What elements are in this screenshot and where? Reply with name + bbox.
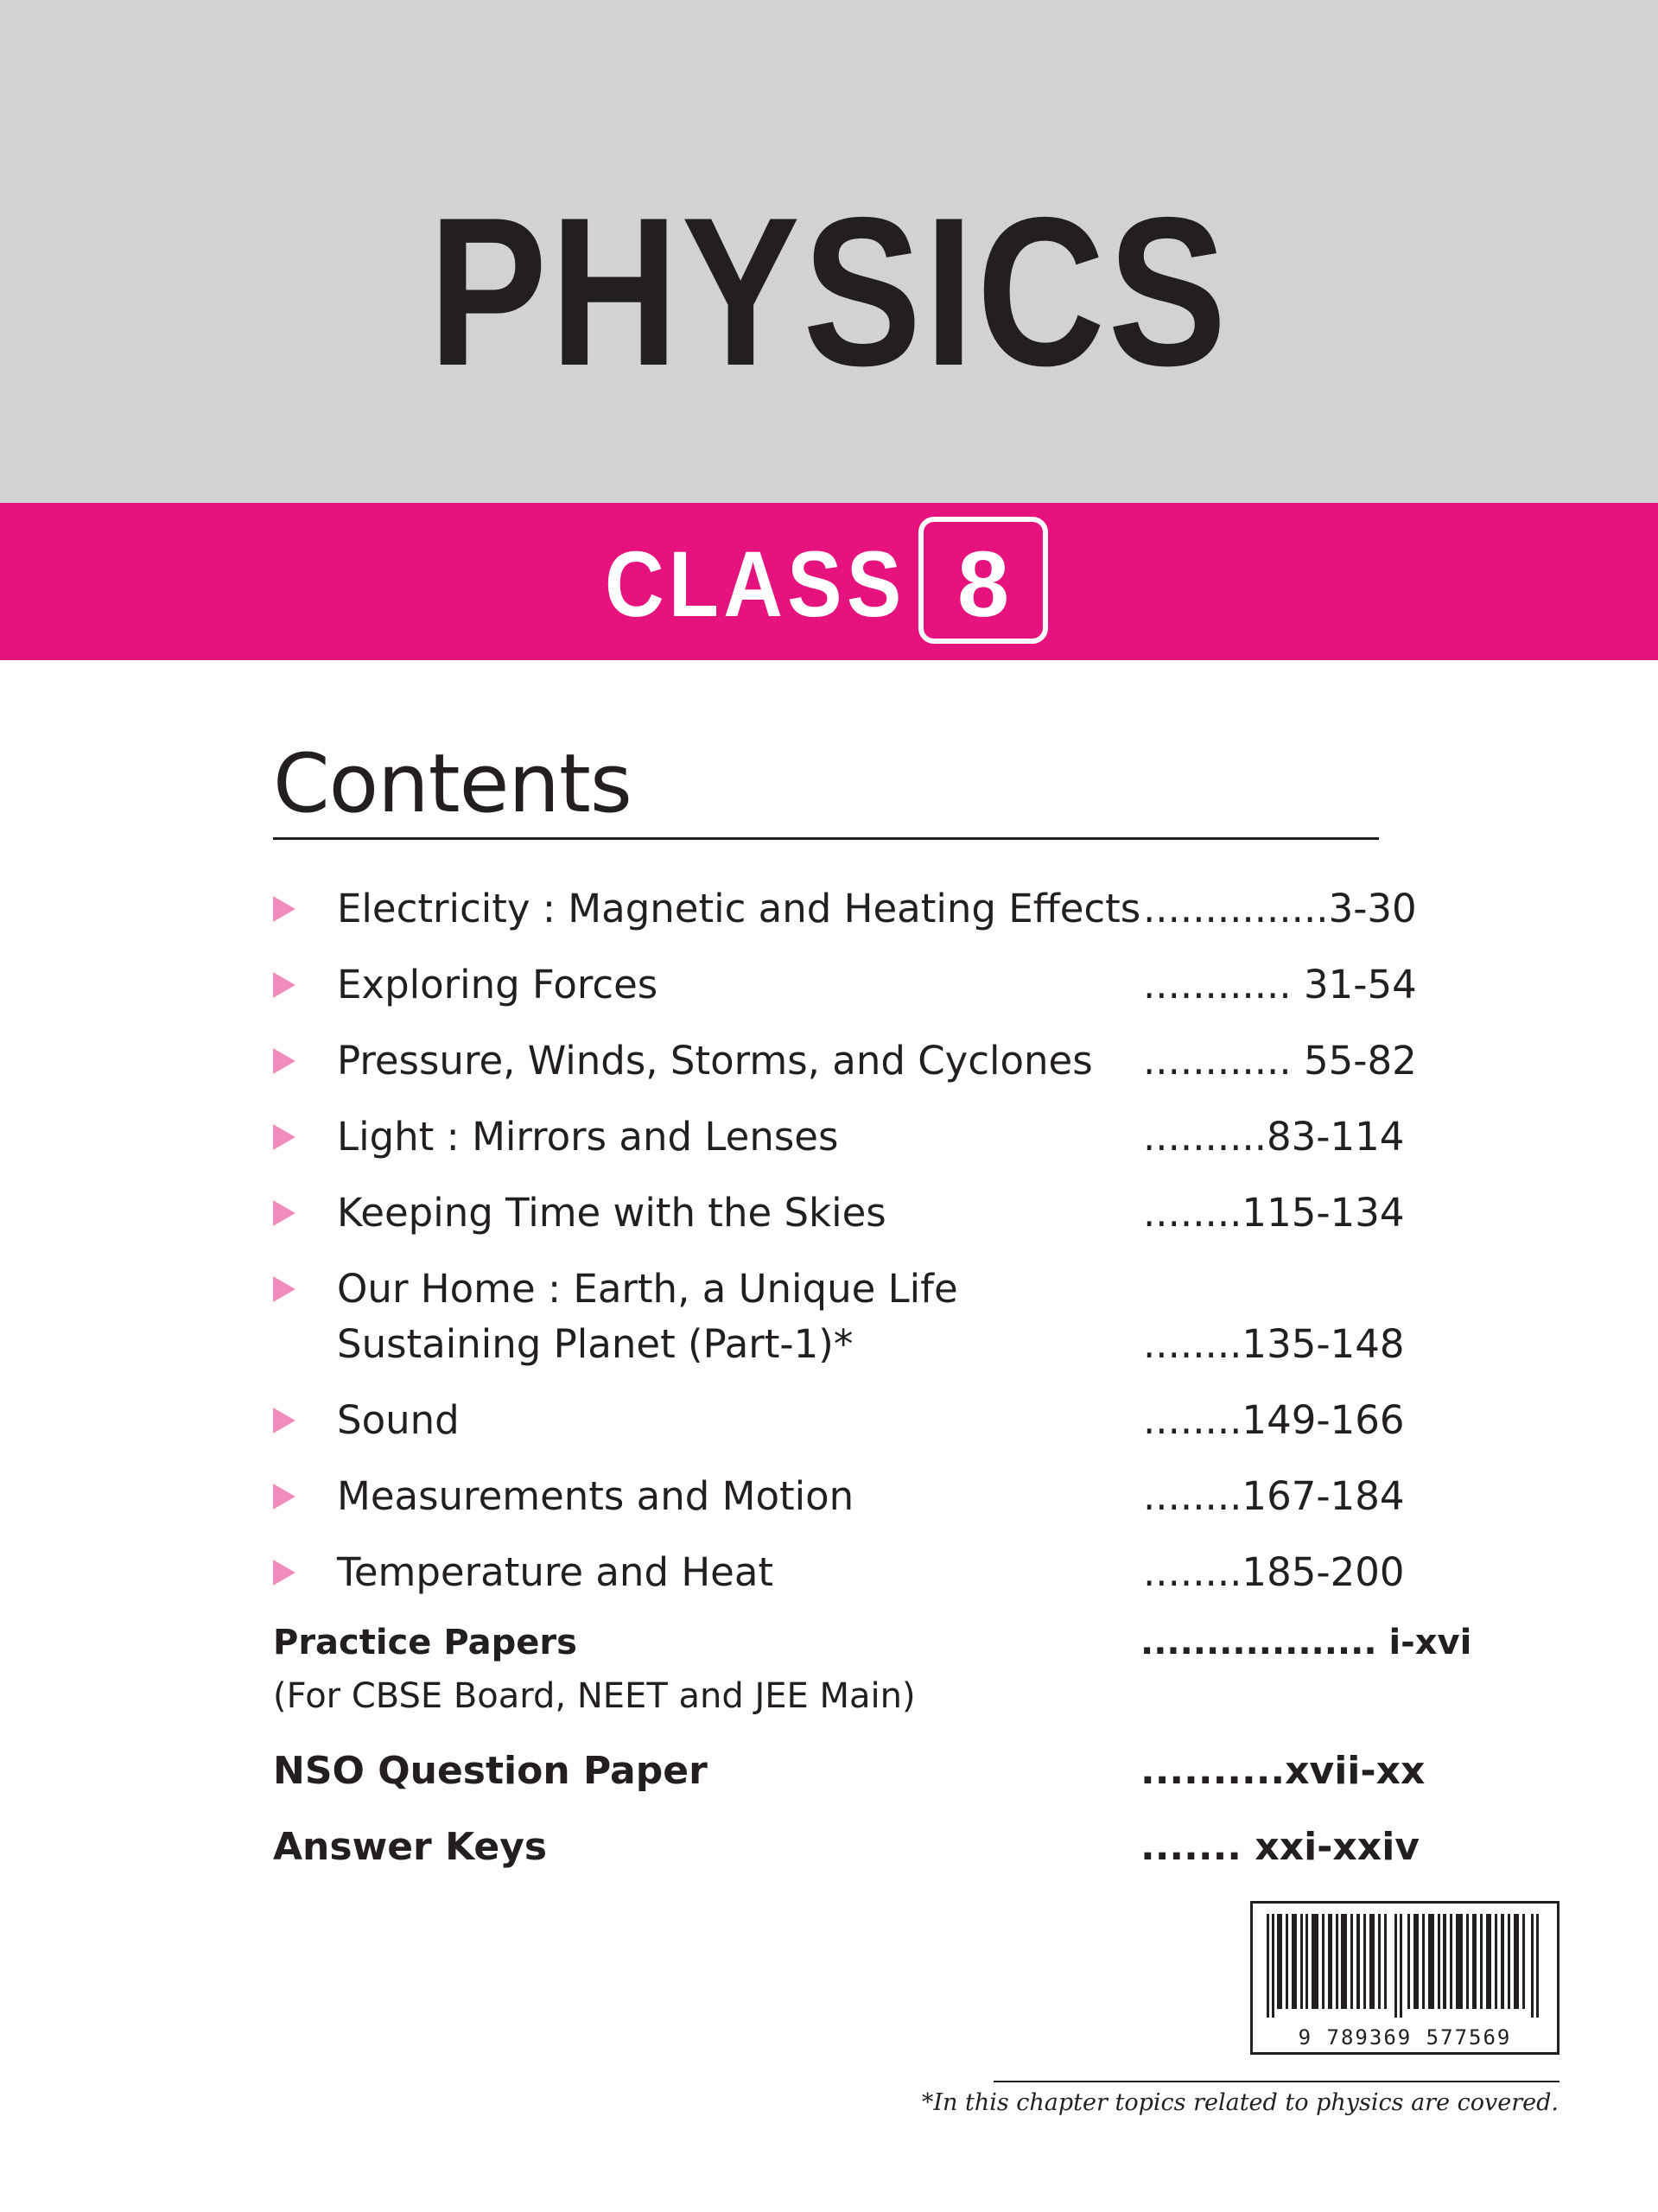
triangle-bullet-icon [273,1048,295,1074]
chapter-pages: ........185-200 [1143,1549,1405,1595]
chapter-title-continued: Sustaining Planet (Part-1)* [337,1321,854,1367]
barcode-bars-icon [1263,1914,1548,2018]
chapter-title: Keeping Time with the Skies [337,1190,886,1236]
chapter-title: Pressure, Winds, Storms, and Cyclones [337,1038,1093,1084]
nso-paper-title: NSO Question Paper [273,1749,708,1793]
nso-paper-pages: ..........xvii-xx [1140,1749,1426,1793]
chapter-pages: ............ 31-54 [1143,962,1417,1007]
chapter-pages: ............ 55-82 [1143,1038,1417,1084]
class-number: 8 [956,531,1010,636]
barcode [1250,1901,1560,2055]
triangle-bullet-icon [273,1200,295,1226]
chapter-title: Our Home : Earth, a Unique Life [337,1266,958,1312]
chapter-pages: ..........83-114 [1143,1114,1405,1160]
triangle-bullet-icon [273,896,295,922]
chapter-pages: ........149-166 [1143,1397,1405,1443]
practice-papers-title: Practice Papers [273,1623,577,1662]
chapter-title: Measurements and Motion [337,1473,854,1519]
chapter-title: Light : Mirrors and Lenses [337,1114,839,1160]
triangle-bullet-icon [273,1408,295,1433]
chapter-pages: ........135-148 [1143,1321,1405,1367]
answer-keys-title: Answer Keys [273,1825,548,1869]
chapter-title: Temperature and Heat [337,1549,774,1595]
chapter-title: Electricity : Magnetic and Heating Effects [337,886,1141,931]
triangle-bullet-icon [273,1124,295,1150]
chapter-pages: ........167-184 [1143,1473,1405,1519]
triangle-bullet-icon [273,1560,295,1586]
chapter-title: Sound [337,1397,460,1443]
triangle-bullet-icon [273,1276,295,1302]
contents-heading: Contents [273,737,632,831]
class-label: CLASS [605,531,906,636]
subject-title: PHYSICS [428,173,1230,410]
chapter-title: Exploring Forces [337,962,658,1007]
practice-papers-pages: .................. i-xvi [1140,1623,1472,1662]
chapter-pages: ........115-134 [1143,1190,1405,1236]
contents-divider [273,837,1379,840]
footnote: *In this chapter topics related to physics are covered. [921,2089,1559,2116]
answer-keys-pages: ....... xxi-xxiv [1140,1825,1420,1869]
triangle-bullet-icon [273,1484,295,1510]
triangle-bullet-icon [273,972,295,998]
practice-papers-subtitle: (For CBSE Board, NEET and JEE Main) [273,1676,916,1716]
footnote-divider [994,2081,1560,2082]
chapter-pages: ...............3-30 [1143,886,1417,931]
barcode-number: 9 789369 577569 [1258,2026,1552,2049]
